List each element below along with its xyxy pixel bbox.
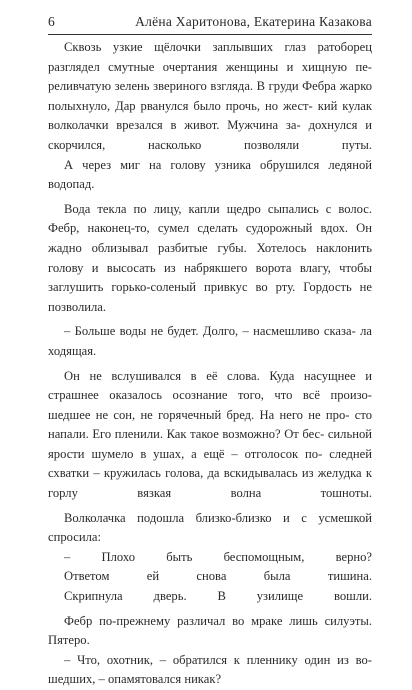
paragraph <box>48 587 372 607</box>
text-line: разглядел смутные очертания женщины и хищную пе- <box>48 59 372 74</box>
running-title: Алёна Харитонова, Екатерина Казакова <box>135 14 372 29</box>
text-line: водопад. <box>48 177 95 192</box>
text-line: А через миг на голову узника обрушился ледяной <box>64 157 372 172</box>
text-line: спросила: <box>48 530 101 545</box>
text-line: Фебр, наконец-то, сумел сделать судорожный вдох. Он <box>48 221 372 236</box>
paragraph <box>48 548 372 568</box>
text-line: Он не вслушивался в её слова. Куда насущнее <box>64 368 356 383</box>
text-line: шедшее не сон, не горячечный бред. На него не про- <box>48 407 350 422</box>
text-line: – Что, охотник, – обратился к пленнику один из во- <box>64 652 372 667</box>
text-line: Фебр по-прежнему различал во мраке лишь силуэты. <box>64 613 372 628</box>
text-line: Ответом ей снова была тишина. <box>64 569 372 584</box>
header-rule <box>48 34 372 35</box>
text-line: сто напали. Его пленили. Как такое возможно? От бес- <box>48 407 372 442</box>
paragraph <box>48 38 372 156</box>
text-line: Сквозь узкие щёлочки заплывших глаз ратоборец <box>64 40 372 54</box>
page-header <box>48 12 372 32</box>
text-line: позволила. <box>48 299 107 314</box>
text-line: сильной ярости шумело в ушах, а ещё – отголосок по- <box>48 427 372 461</box>
text-line: Волколачка подошла близко-близко и с усмешкой <box>64 510 372 525</box>
paragraph <box>48 322 372 361</box>
paragraph <box>48 612 372 651</box>
paragraph <box>48 509 372 548</box>
paragraph <box>48 567 372 587</box>
paragraph <box>48 200 372 318</box>
text-line: дохнулся и скорчился, насколько позволяли путы. <box>48 118 372 152</box>
text-line: шедших, – опамятовался никак? <box>48 672 222 687</box>
text-line: Скрипнула дверь. В узилище вошли. <box>64 589 372 604</box>
text-line: – Больше воды не будет. Долго, – насмешливо сказа- <box>64 324 356 339</box>
page-number: 6 <box>48 14 55 29</box>
text-line: жарко полыхнуло, Дар рванулся было прочь, но жест- <box>48 79 373 113</box>
text-line: Пятеро. <box>48 633 90 648</box>
text-line: заглушить горько-соленый привкус во рту. Гордость не <box>48 280 372 295</box>
text-line: следней схватки – кружилась голова, да вскидывалась <box>48 446 372 481</box>
text-line: голову и высосать из набрякшего ворота влагу, чтобы <box>48 260 372 275</box>
text-line: из желудка к горлу вязкая волна тошноты. <box>48 466 373 501</box>
text-line: – Плохо быть беспомощным, верно? <box>64 549 372 564</box>
text-line: жадно облизывал разбитые губы. Хотелось наклонить <box>48 240 372 255</box>
paragraph <box>48 156 372 195</box>
body-text <box>48 38 372 690</box>
text-line: реливчатую зелень звериного взгляда. В груди Фебра <box>48 79 337 94</box>
text-line: и страшнее оказалось осознание того, что всё произо- <box>48 368 372 403</box>
paragraph <box>48 651 372 690</box>
text-line: ла ходящая. <box>48 324 372 358</box>
text-line: Вода текла по лицу, капли щедро сыпались с волос. <box>64 201 372 216</box>
paragraph <box>48 367 372 504</box>
text-line: кий кулак волколачки врезался в живот. Мужчина за- <box>48 98 372 133</box>
